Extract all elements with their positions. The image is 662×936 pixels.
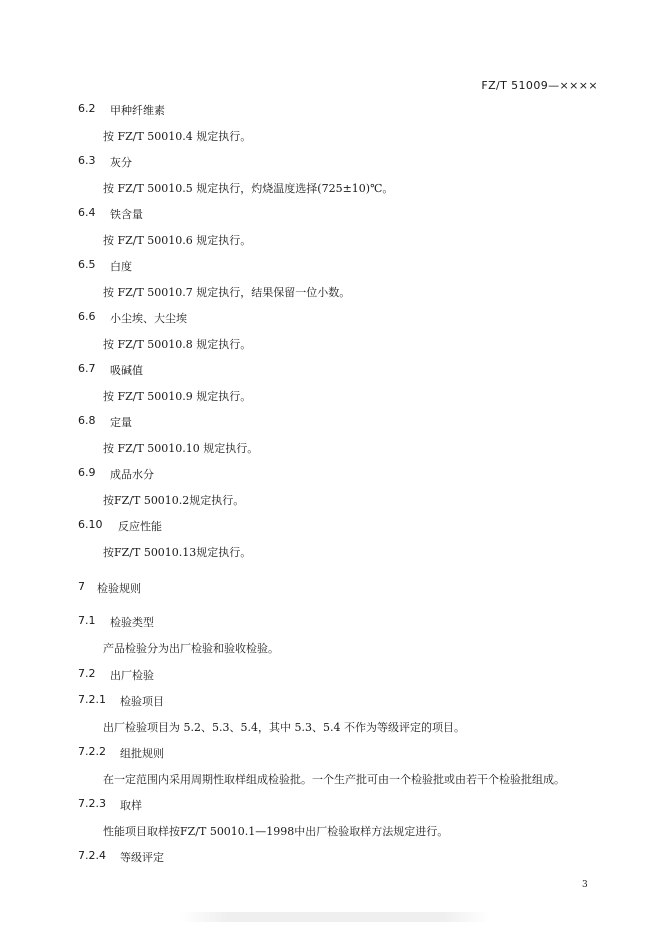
section-number: 7.2.4 xyxy=(78,849,106,862)
section-body: 出厂检验项目为 5.2、5.3、5.4，其中 5.3、5.4 不作为等级评定的项目。 xyxy=(103,721,465,734)
section-number: 6.5 xyxy=(78,258,96,271)
section-number: 6.8 xyxy=(78,414,96,427)
section-body: 按 FZ/T 50010.7 规定执行，结果保留一位小数。 xyxy=(103,286,351,299)
section-body: 按 FZ/T 50010.9 规定执行。 xyxy=(103,390,252,403)
section-body: 按 FZ/T 50010.8 规定执行。 xyxy=(103,338,252,351)
section-number: 6.2 xyxy=(78,102,96,115)
section-number: 6.3 xyxy=(78,154,96,167)
section-title: 甲种纤维素 xyxy=(110,104,165,117)
section-body: 按 FZ/T 50010.4 规定执行。 xyxy=(103,130,252,143)
section-body: 性能项目取样按FZ/T 50010.1—1998中出厂检验取样方法规定进行。 xyxy=(103,825,449,838)
section-title: 出厂检验 xyxy=(110,669,154,682)
section-title: 白度 xyxy=(110,260,132,273)
section-title: 铁含量 xyxy=(110,208,143,221)
section-title: 反应性能 xyxy=(118,520,162,533)
section-title: 成品水分 xyxy=(110,468,154,481)
section-number: 6.6 xyxy=(78,310,96,323)
section-title: 组批规则 xyxy=(120,747,164,760)
section-number: 6.7 xyxy=(78,362,96,375)
section-body: 产品检验分为出厂检验和验收检验。 xyxy=(103,642,279,655)
section-body: 按FZ/T 50010.2规定执行。 xyxy=(103,494,245,507)
section-body: 按FZ/T 50010.13规定执行。 xyxy=(103,546,252,559)
section-body: 在一定范围内采用周期性取样组成检验批。一个生产批可由一个检验批或由若干个检验批组成。 xyxy=(103,773,565,786)
section-number: 7.2.3 xyxy=(78,797,106,810)
section-number: 6.10 xyxy=(78,518,103,531)
section-title: 等级评定 xyxy=(120,851,164,864)
section-title: 灰分 xyxy=(110,156,132,169)
chapter-title: 检验规则 xyxy=(97,582,141,595)
section-title: 检验项目 xyxy=(120,695,164,708)
section-title: 检验类型 xyxy=(110,616,154,629)
section-number: 7.1 xyxy=(78,614,96,627)
section-number: 7.2 xyxy=(78,667,96,680)
section-title: 定量 xyxy=(110,416,132,429)
standard-code: FZ/T 51009—×××× xyxy=(481,79,598,92)
section-body: 按 FZ/T 50010.10 规定执行。 xyxy=(103,442,259,455)
section-number: 6.9 xyxy=(78,466,96,479)
section-body: 按 FZ/T 50010.6 规定执行。 xyxy=(103,234,252,247)
section-body: 按 FZ/T 50010.5 规定执行，灼烧温度选择(725±10)℃。 xyxy=(103,182,394,195)
page-number: 3 xyxy=(582,880,588,890)
section-title: 取样 xyxy=(120,799,142,812)
section-title: 小尘埃、大尘埃 xyxy=(110,312,187,325)
section-title: 吸碱值 xyxy=(110,364,143,377)
section-number: 7.2.1 xyxy=(78,693,106,706)
section-number: 6.4 xyxy=(78,206,96,219)
chapter-number: 7 xyxy=(78,580,85,593)
watermark xyxy=(180,912,490,922)
section-number: 7.2.2 xyxy=(78,745,106,758)
